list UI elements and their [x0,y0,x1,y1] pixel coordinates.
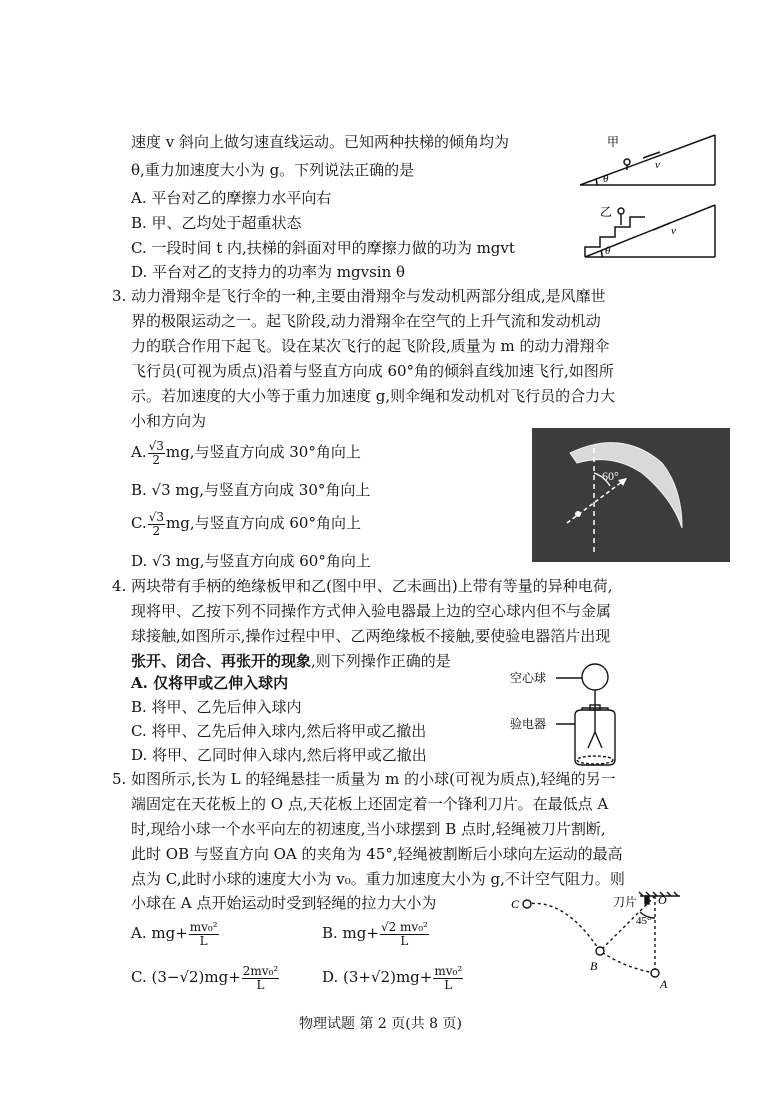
q5-option-c-text: C. (3−√2)mg+ [131,968,241,986]
q5-option-a-fraction [189,921,219,948]
q3-option-c-text: mg,与竖直方向成 60°角向上 [166,514,361,532]
q4-stem-tail: ,则下列操作正确的是 [311,652,451,670]
escalator-figure [575,130,725,260]
q5-option-a-text: A. mg+ [131,924,188,942]
q2-option-c: C. 一段时间 t 内,扶梯的斜面对甲的摩擦力做的功为 mgvt [131,239,515,257]
q3-option-a-fraction [148,440,165,467]
fig1-jia-label: 甲 [607,135,620,149]
fig3-ball-label: 空心球 [510,671,547,685]
fig4-a-label: A [660,977,668,991]
q3-stem-line-1: 3. 动力滑翔伞是飞行伞的一种,主要由滑翔伞与发动机两部分组成,是风靡世 [112,287,606,305]
q5-option-c-fraction [242,965,279,992]
q5-option-b [322,917,430,949]
q5-option-a-numerator: mv₀² [189,919,218,934]
q5-option-d [322,961,464,993]
q5-option-b-numerator: √2 mv₀² [380,919,428,934]
q2-stem-line-2: θ,重力加速度大小为 g。下列说法正确的是 [131,161,415,179]
q5-option-d-text: D. (3+√2)mg+ [322,968,433,986]
paraglider-photo [532,428,730,562]
q3-option-c [131,507,361,539]
q5-option-d-numerator: mv₀² [434,963,463,978]
q5-option-c-denominator: L [256,977,265,992]
q5-option-c-numerator: 2mv₀² [242,963,279,978]
fig4-blade-label: 刀片 [613,895,638,909]
paraglider-illustration [532,428,730,562]
q5-option-b-fraction [380,921,429,948]
q3-stem-line-2: 界的极限运动之一。起飞阶段,动力滑翔伞在空气的上升气流和发动机动 [131,312,601,330]
fig4-c-label: C [511,897,520,911]
q5-option-a [131,917,220,949]
q4-option-b: B. 将甲、乙先后伸入球内 [131,698,302,716]
q2-option-b: B. 甲、乙均处于超重状态 [131,214,302,232]
q3-stem-line-3: 力的联合作用下起飞。设在某次飞行的起飞阶段,质量为 m 的动力滑翔伞 [131,337,610,355]
fig1-v-label-bottom: v [671,225,676,237]
q3-option-c-fraction [148,511,165,538]
q3-option-c-letter: C. [131,514,147,532]
q4-stem-line-4 [131,651,451,671]
q2-option-d: D. 平台对乙的支持力的功率为 mgvsin θ [131,263,406,281]
fig1-yi-label: 乙 [600,205,613,219]
q5-option-d-fraction [433,965,463,992]
q2-option-a: A. 平台对乙的摩擦力水平向右 [131,189,332,207]
q5-stem-line-5: 点为 C,此时小球的速度大小为 v₀。重力加速度大小为 g,不计空气阻力。则 [131,870,625,888]
q5-option-b-denominator: L [400,933,409,948]
q4-stem-line-1: 4. 两块带有手柄的绝缘板甲和乙(图中甲、乙未画出)上带有等量的异种电荷, [112,577,613,595]
q5-stem-line-6: 小球在 A 点开始运动时受到轻绳的拉力大小为 [131,894,437,912]
q4-stem-line-2: 现将甲、乙按下列不同操作方式伸入验电器最上边的空心球内但不与金属 [131,602,612,620]
q5-option-d-denominator: L [444,977,453,992]
fig3-electroscope-label: 验电器 [510,717,547,731]
q3-option-a-numerator: √3 [148,438,164,453]
q3-stem-line-6: 小和方向为 [131,412,207,430]
q5-stem-line-3: 时,现给小球一个水平向左的初速度,当小球摆到 B 点时,轻绳被刀片割断, [131,820,606,838]
fig4-angle-label: 45° [636,915,652,927]
q5-option-a-denominator: L [199,933,208,948]
q4-option-a: A. 仅将甲或乙伸入球内 [131,674,289,692]
fig2-angle-label: 60° [602,469,619,483]
q5-stem-line-1: 5. 如图所示,长为 L 的轻绳悬挂一质量为 m 的小球(可视为质点),轻绳的另一 [112,770,616,788]
q3-stem-line-5: 示。若加速度的大小等于重力加速度 g,则伞绳和发动机对飞行员的合力大 [131,387,616,405]
q4-option-d: D. 将甲、乙同时伸入球内,然后将甲或乙撤出 [131,746,427,764]
q5-stem-line-4: 此时 OB 与竖直方向 OA 的夹角为 45°,轻绳被割断后小球向左运动的最高 [131,845,623,863]
q3-option-a [131,436,361,468]
q5-option-c [131,961,280,993]
fig1-v-label-top: v [655,159,660,171]
q4-option-c: C. 将甲、乙先后伸入球内,然后将甲或乙撤出 [131,722,427,740]
q3-option-a-denominator: 2 [152,452,161,467]
q3-option-a-text: mg,与竖直方向成 30°角向上 [165,443,361,461]
fig1-theta-label-top: θ [603,173,609,185]
q3-option-d: D. √3 mg,与竖直方向成 60°角向上 [131,552,371,570]
fig4-o-label: O [658,893,667,907]
q2-stem-line-1: 速度 v 斜向上做匀速直线运动。已知两种扶梯的倾角均为 [131,133,510,151]
q5-option-b-text: B. mg+ [322,924,379,942]
q3-option-a-letter: A. [131,443,147,461]
q3-stem-line-4: 飞行员(可视为质点)沿着与竖直方向成 60°角的倾斜直线加速飞行,如图所 [131,362,614,380]
q3-option-b: B. √3 mg,与竖直方向成 30°角向上 [131,481,371,499]
q5-stem-line-2: 端固定在天花板上的 O 点,天花板上还固定着一个锋利刀片。在最低点 A [131,795,609,813]
q4-stem-emphasis: 张开、闭合、再张开的现象 [131,652,312,670]
page-footer: 物理试题 第 2 页(共 8 页) [299,1016,462,1032]
q4-stem-line-3: 球接触,如图所示,操作过程中甲、乙两绝缘板不接触,要使验电器箔片出现 [131,627,611,645]
q3-option-c-denominator: 2 [152,523,161,538]
fig4-b-label: B [590,959,598,973]
pendulum-figure [505,888,695,993]
electroscope-figure [510,660,645,768]
q3-option-c-numerator: √3 [148,509,164,524]
fig1-theta-label-bottom: θ [605,245,611,257]
